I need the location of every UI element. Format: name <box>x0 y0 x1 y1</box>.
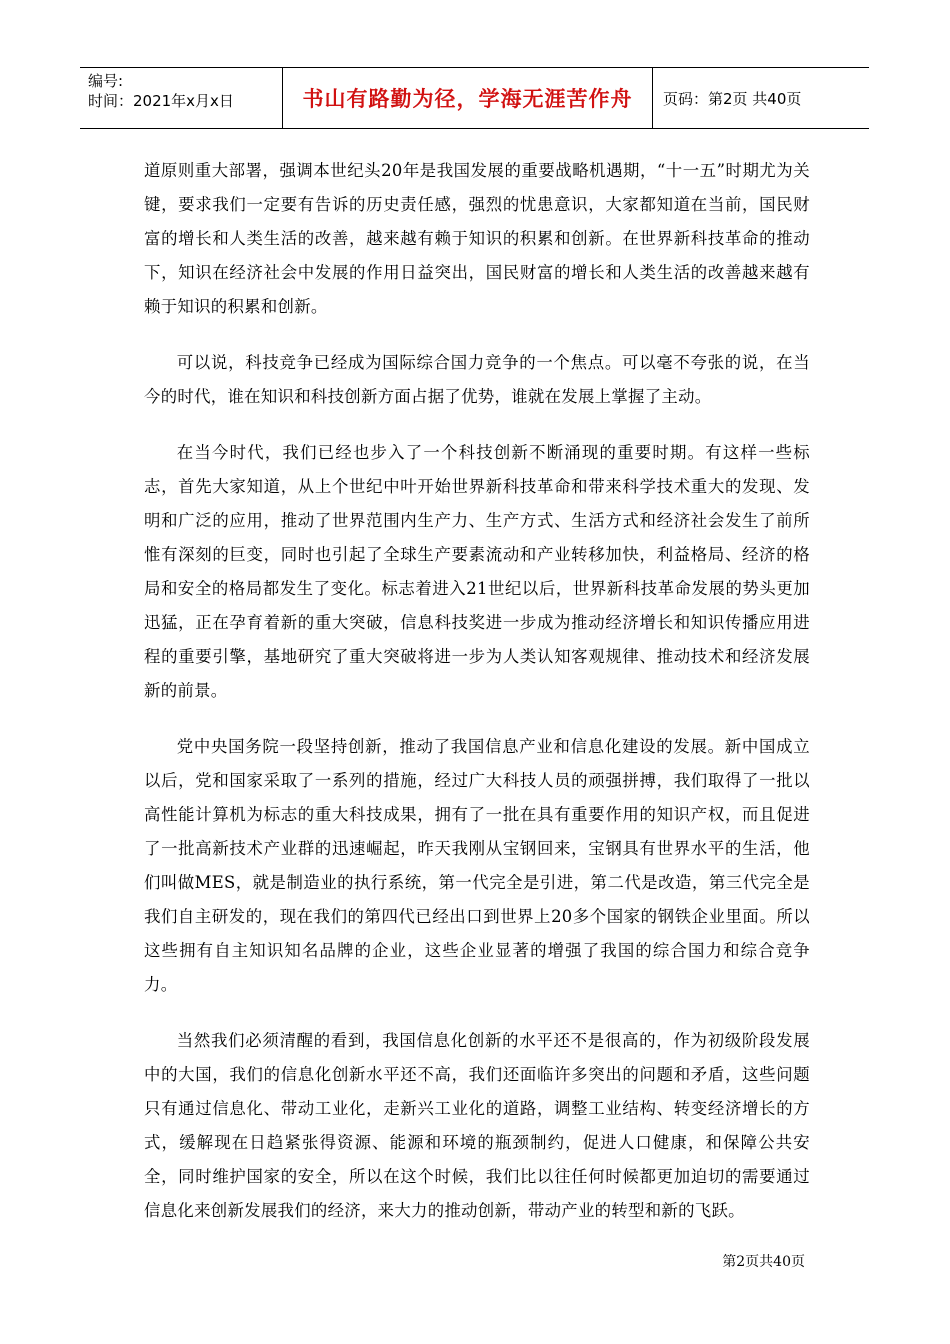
paragraph: 道原则重大部署，强调本世纪头20年是我国发展的重要战略机遇期，“十一五”时期尤为关键，要求我们一定要有告诉的历史责任感，强烈的忧患意识，大家都知道在当前，国民财富的增长和人类生活的改善，越来越有赖于知识的积累和创新。在世界新科技革命的推动下，知识在经济社会中发展的作用日益突出，国民财富的增长和人类生活的改善越来越有赖于知识的积累和创新。 <box>144 161 810 316</box>
header-motto: 书山有路勤为径，学海无涯苦作舟 <box>302 87 633 111</box>
document-header <box>80 67 869 129</box>
document-date: 时间：2021年x月x日 <box>88 92 234 110</box>
header-page-info: 页码：第2页 共40页 <box>663 89 802 108</box>
document-number-label: 编号: <box>88 72 124 90</box>
header-meta <box>80 68 283 128</box>
page-footer: 第2页共40页 <box>722 1254 805 1270</box>
paragraph: 可以说，科技竞争已经成为国际综合国力竞争的一个焦点。可以毫不夸张的说，在当今的时代，谁在知识和科技创新方面占据了优势，谁就在发展上掌握了主动。 <box>144 353 810 406</box>
paragraph: 在当今时代，我们已经也步入了一个科技创新不断涌现的重要时期。有这样一些标志，首先大家知道，从上个世纪中叶开始世界新科技革命和带来科学技术重大的发现、发明和广泛的应用，推动了世界范围内生产力、生产方式、生活方式和经济社会发生了前所惟有深刻的巨变，同时也引起了全球生产要素流动和产业转移加快，利益格局、经济的格局和安全的格局都发生了变化。标志着进入21世纪以后，世界新科技革命发展的势头更加迅猛，正在孕育着新的重大突破，信息科技奖进一步成为推动经济增长和知识传播应用进程的重要引擎，基地研究了重大突破将进一步为人类认知客观规律、推动技术和经济发展新的前景。 <box>144 443 810 700</box>
paragraph: 当然我们必须清醒的看到，我国信息化创新的水平还不是很高的，作为初级阶段发展中的大国，我们的信息化创新水平还不高，我们还面临许多突出的问题和矛盾，这些问题只有通过信息化、带动工业化，走新兴工业化的道路，调整工业结构、转变经济增长的方式，缓解现在日趋紧张得资源、能源和环境的瓶颈制约，促进人口健康，和保障公共安全，同时维护国家的安全，所以在这个时候，我们比以往任何时候都更加迫切的需要通过信息化来创新发展我们的经济，来大力的推动创新，带动产业的转型和新的飞跃。 <box>144 1031 810 1220</box>
document-body <box>144 154 810 1250</box>
header-page-info-cell <box>653 68 869 128</box>
header-motto-cell <box>283 68 653 128</box>
paragraph: 党中央国务院一段坚持创新，推动了我国信息产业和信息化建设的发展。新中国成立以后，党和国家采取了一系列的措施，经过广大科技人员的顽强拼搏，我们取得了一批以高性能计算机为标志的重大科技成果，拥有了一批在具有重要作用的知识产权，而且促进了一批高新技术产业群的迅速崛起，昨天我刚从宝钢回来，宝钢具有世界水平的生活，他们叫做MES，就是制造业的执行系统，第一代完全是引进，第二代是改造，第三代完全是我们自主研发的，现在我们的第四代已经出口到世界上20多个国家的钢铁企业里面。所以这些拥有自主知识知名品牌的企业，这些企业显著的增强了我国的综合国力和综合竞争力。 <box>144 737 810 994</box>
